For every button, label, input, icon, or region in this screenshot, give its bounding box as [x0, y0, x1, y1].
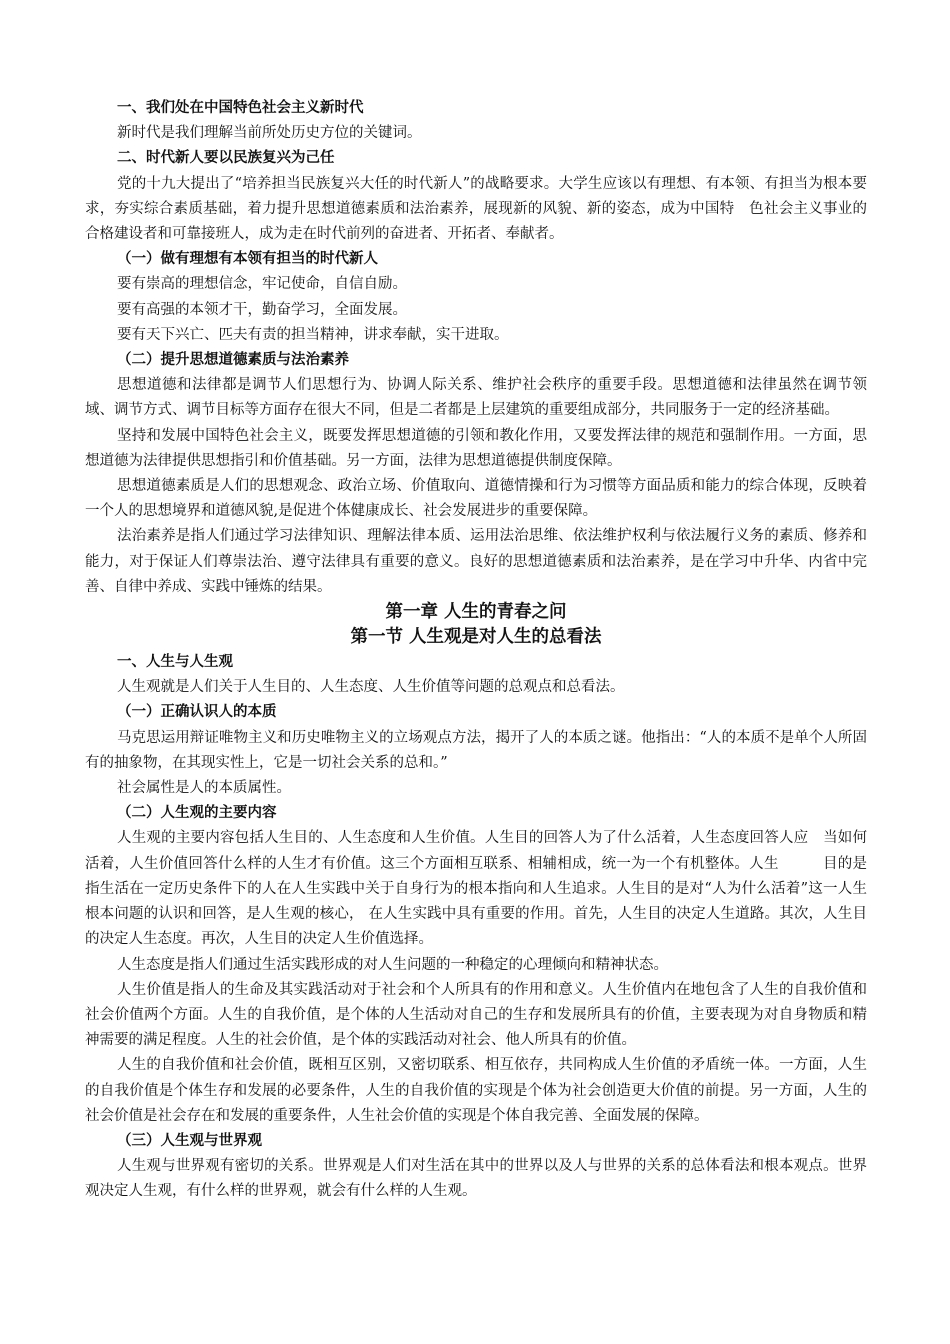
body-paragraph: 人生的自我价值和社会价值，既相互区别，又密切联系、相互依存，共同构成人生价值的矛盾统一体。一方面，人生的自我价值是个体生存和发展的必要条件，人生的自我价值的实现是个体为社会创造更大价值的前提。另一方面，人生的社会价值是社会存在和发展的重要条件，人生社会价值的实现是个体自我完善、全面发展的保障。: [85, 1057, 867, 1124]
body-paragraph: 思想道德和法律都是调节人们思想行为、协调人际关系、维护社会秩序的重要手段。思想道德和法律虽然在调节领域、调节方式、调节目标等方面存在很大不同，但是二者都是上层建筑的重要组成部分，共同服务于一定的经济基础。: [85, 377, 867, 419]
body-paragraph: 人生价值是指人的生命及其实践活动对于社会和个人所具有的作用和意义。人生价值内在地包含了人生的自我价值和社会价值两个方面。人生的自我价值，是个体的人生活动对自己的生存和发展所具有的价值，主要表现为对自身物质和精神需要的满足程度。人生的社会价值，是个体的实践活动对社会、他人所具有的价值。: [85, 981, 867, 1049]
body-paragraph: 法治素养是指人们通过学习法律知识、理解法律本质、运用法治思维、依法维护权利与依法履行义务的素质、修养和能力，对于保证人们尊崇法治、遵守法律具有重要的意义。良好的思想道德素质和法治素养，是在学习中升华、内省中完善、自律中养成、实践中锤炼的结果。: [85, 528, 867, 595]
body-paragraph: 要有崇高的理想信念，牢记使命，自信自励。: [117, 276, 407, 293]
body-paragraph: 要有高强的本领才干，勤奋学习，全面发展。: [117, 301, 407, 318]
body-paragraph: 人生观与世界观有密切的关系。世界观是人们对生活在其中的世界以及人与世界的关系的总体看法和根本观点。世界观决定人生观，有什么样的世界观，就会有什么样的人生观。: [85, 1158, 867, 1200]
body-paragraph: 坚持和发展中国特色社会主义，既要发挥思想道德的引领和教化作用，又要发挥法律的规范和强制作用。一方面，思想道德为法律提供思想指引和价值基础。另一方面，法律为思想道德提供制度保障。: [85, 427, 867, 469]
body-paragraph: 马克思运用辩证唯物主义和历史唯物主义的立场观点方法，揭开了人的本质之谜。他指出：“人的本质不是单个人所固有的抽象物，在其现实性上，它是一切社会关系的总和。”: [85, 729, 867, 771]
body-paragraph: 人生观的主要内容包括人生目的、人生态度和人生价值。人生目的回答人为了什么活着，人生态度回答人应 当如何活着，人生价值回答什么样的人生才有价值。这三个方面相互联系、相辅相成，统一为一个有机整体。人生 目的是指生活在一定历史条件下的人在人生实践中关于自身行为的根本指向和人生追求。人生目的是对“人为什么活着”这一人生根本问题的认识和回答，是人生观的核心， 在人生实践中具有重要的作用。首先，人生目的决定人生道路。其次，人生目的决定人生态度。再次，人生目的决定人生价值选择。: [85, 830, 867, 948]
body-paragraph: 思想道德素质是人们的思想观念、政治立场、价值取向、道德情操和行为习惯等方面品质和能力的综合体现，反映着一个人的思想境界和道德风貌,是促进个体健康成长、社会发展进步的重要保障。: [85, 478, 867, 520]
section-heading: （一）正确认识人的本质: [117, 704, 277, 721]
body-paragraph: 人生态度是指人们通过生活实践形成的对人生问题的一种稳定的心理倾向和精神状态。: [117, 956, 668, 973]
body-paragraph: 社会属性是人的本质属性。: [117, 780, 291, 797]
section-heading: （二）人生观的主要内容: [117, 805, 277, 822]
body-paragraph: 党的十九大提出了“培养担当民族复兴大任的时代新人”的战略要求。大学生应该以有理想、有本领、有担当为根本要求，夯实综合素质基础，着力提升思想道德素质和法治素养，展现新的风貌、新的姿态，成为中国特 色社会主义事业的合格建设者和可靠接班人，成为走在时代前列的奋进者、开拓者、奉献者。: [85, 175, 867, 243]
body-paragraph: 人生观就是人们关于人生目的、人生态度、人生价值等问题的总观点和总看法。: [117, 679, 625, 696]
chapter-title: 第一节 人生观是对人生的总看法: [350, 627, 602, 648]
chapter-title: 第一章 人生的青春之问: [385, 602, 567, 623]
section-heading: （一）做有理想有本领有担当的时代新人: [117, 251, 378, 268]
section-heading: 一、我们处在中国特色社会主义新时代: [117, 100, 364, 116]
section-heading: （三）人生观与世界观: [117, 1132, 262, 1149]
document-page: [85, 96, 867, 1205]
section-heading: （二）提升思想道德素质与法治素养: [117, 352, 349, 369]
body-paragraph: 新时代是我们理解当前所处历史方位的关键词。: [117, 125, 422, 142]
section-heading: 二、时代新人要以民族复兴为己任: [117, 150, 335, 167]
body-paragraph: 要有天下兴亡、匹夫有责的担当精神，讲求奉献，实干进取。: [117, 326, 509, 343]
section-heading: 一、人生与人生观: [117, 654, 233, 671]
